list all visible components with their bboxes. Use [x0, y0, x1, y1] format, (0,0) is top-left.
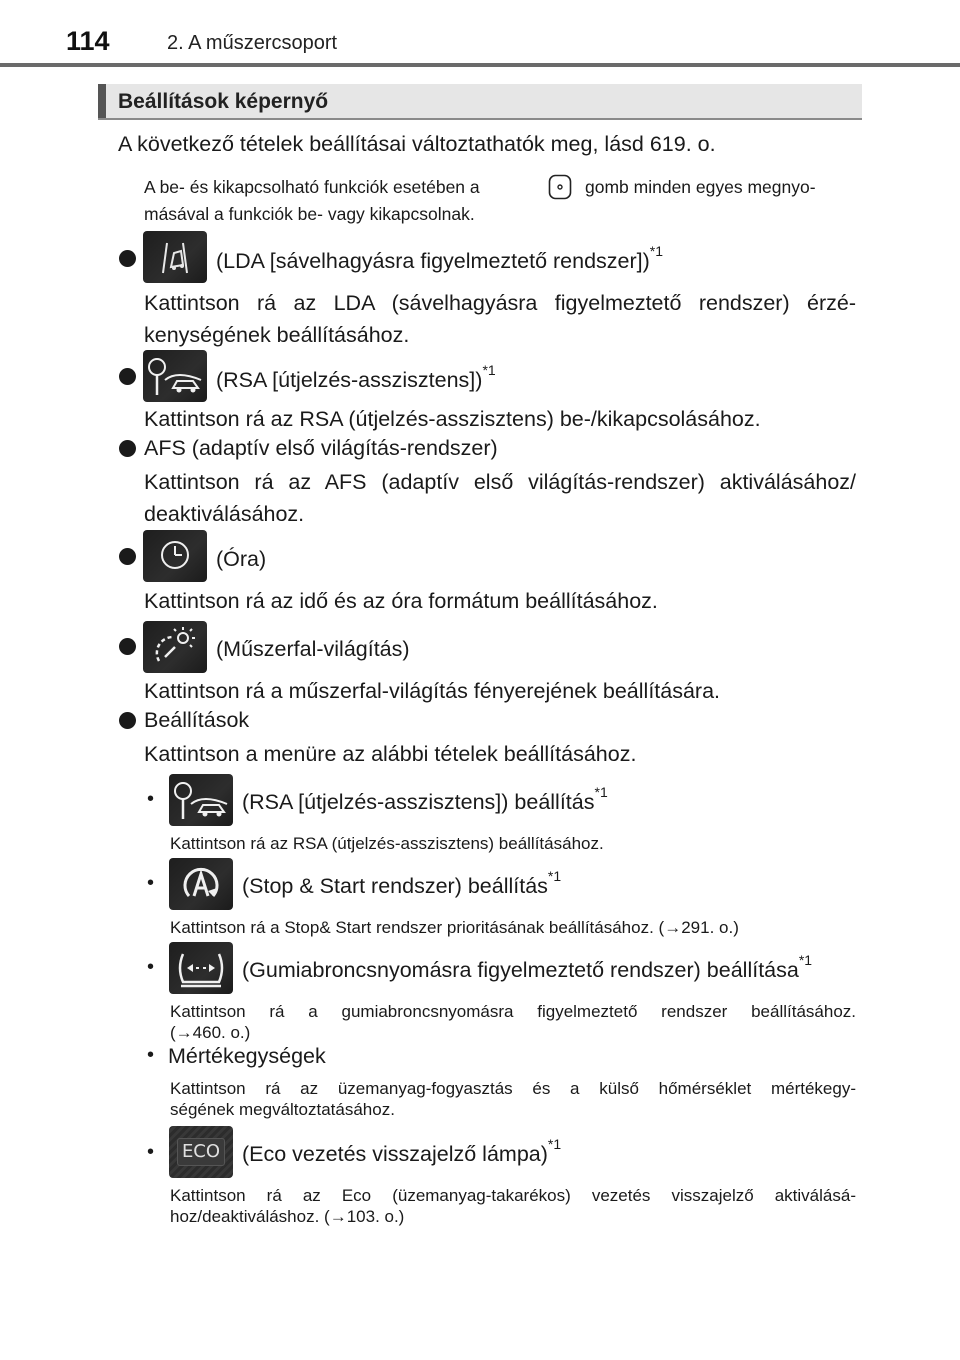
item-afs-title: AFS (adaptív első világítás-rendszer) [144, 436, 498, 460]
subitem-rsa-title: (RSA [útjelzés-asszisztens]) beállítás$^{*1}$ [242, 784, 608, 814]
item-settings-desc: Kattintson a menüre az alábbi tételek beállításához. [144, 742, 637, 766]
subitem-eco-title: (Eco vezetés visszajelző lámpa)$^{*1}$ [242, 1136, 562, 1166]
bullet-icon [119, 712, 136, 729]
intro-text: A következő tételek beállításai változtathatók meg, lásd 619. o. [118, 132, 716, 156]
clock-icon [143, 530, 207, 582]
subitem-units-desc-line2: ségének megváltoztatásához. [170, 1100, 395, 1119]
bullet-icon [119, 548, 136, 565]
subitem-rsa-desc: Kattintson rá az RSA (útjelzés-asszisztens) beállításához. [170, 834, 604, 853]
bullet-icon [119, 638, 136, 655]
intro-note-line2: másával a funkciók be- vagy kikapcsolnak. [144, 204, 475, 224]
stop-start-icon [169, 858, 233, 910]
eco-icon-label: ECO [177, 1138, 225, 1166]
item-dashboard-light-desc: Kattintson rá a műszerfal-világítás fényerejének beállítására. [144, 679, 721, 703]
bullet-icon [119, 368, 136, 385]
header-divider [0, 63, 960, 67]
bullet-icon [119, 440, 136, 457]
subitem-bullet: • [147, 872, 155, 894]
item-settings-title: Beállítások [144, 708, 250, 732]
section-heading-bar [98, 84, 862, 120]
subitem-eco-desc-line2: hoz/deaktiváláshoz. (→103. o.) [170, 1207, 405, 1226]
item-lda-title: (LDA [sávelhagyásra figyelmeztető rendszer])$^{*1}$ [216, 243, 664, 273]
section-title: Beállítások képernyő [118, 90, 329, 113]
tire-pressure-icon [169, 942, 233, 994]
item-lda-desc: Kattintson rá az LDA (sávelhagyásra figyelmeztető rendszer) érzé-kenységének beállításához. [144, 291, 856, 347]
item-clock-desc: Kattintson rá az idő és az óra formátum beállításához. [144, 589, 658, 613]
item-dashboard-light-title: (Műszerfal-világítás) [216, 637, 410, 661]
subitem-tire-pressure-desc-line1: Kattintson rá a gumiabroncsnyomásra figyelmeztető rendszer beállításához. [170, 1002, 856, 1021]
subitem-stop-start-desc: Kattintson rá a Stop& Start rendszer prioritásának beállításához. (→291. o.) [170, 918, 739, 937]
subitem-units-desc-line1: Kattintson rá az üzemanyag-fogyasztás és a külső hőmérséklet mértékegy- [170, 1079, 856, 1098]
item-clock-title: (Óra) [216, 547, 267, 571]
subitem-eco-desc-line1: Kattintson rá az Eco (üzemanyag-takarékos) vezetés visszajelző aktiválásá- [170, 1186, 856, 1205]
steering-switch-button-icon [548, 174, 572, 200]
rsa-icon [169, 774, 233, 826]
subitem-bullet: • [147, 956, 155, 978]
lda-icon [143, 231, 207, 283]
intro-note-part2: gomb minden egyes megnyo- [585, 177, 816, 197]
running-title: 2. A műszercsoport [167, 32, 338, 54]
subitem-bullet: • [147, 788, 155, 810]
rsa-icon [143, 350, 207, 402]
eco-icon [169, 1126, 233, 1178]
bullet-icon [119, 250, 136, 267]
subitem-tire-pressure-desc-line2: (→460. o.) [170, 1023, 251, 1042]
subitem-bullet: • [147, 1141, 155, 1163]
subitem-tire-pressure-title: (Gumiabroncsnyomásra figyelmeztető rendszer) beállítása$^{*1}$ [242, 952, 813, 982]
subitem-bullet: • [147, 1044, 155, 1066]
item-rsa-title: (RSA [útjelzés-asszisztens])$^{*1}$ [216, 362, 496, 392]
intro-note-part1: A be- és kikapcsolható funkciók esetében a [144, 177, 480, 197]
subitem-stop-start-title: (Stop & Start rendszer) beállítás$^{*1}$ [242, 868, 562, 898]
item-rsa-desc: Kattintson rá az RSA (útjelzés-asszisztens) be-/kikapcsolásához. [144, 407, 761, 431]
subitem-units-title: Mértékegységek [168, 1044, 326, 1068]
dashboard-light-icon [143, 621, 207, 673]
item-afs-desc: Kattintson rá az AFS (adaptív első világítás-rendszer) aktiválásához/ deaktiválásához. [144, 470, 856, 526]
page-number: 114 [66, 26, 110, 56]
section-accent [98, 84, 106, 118]
